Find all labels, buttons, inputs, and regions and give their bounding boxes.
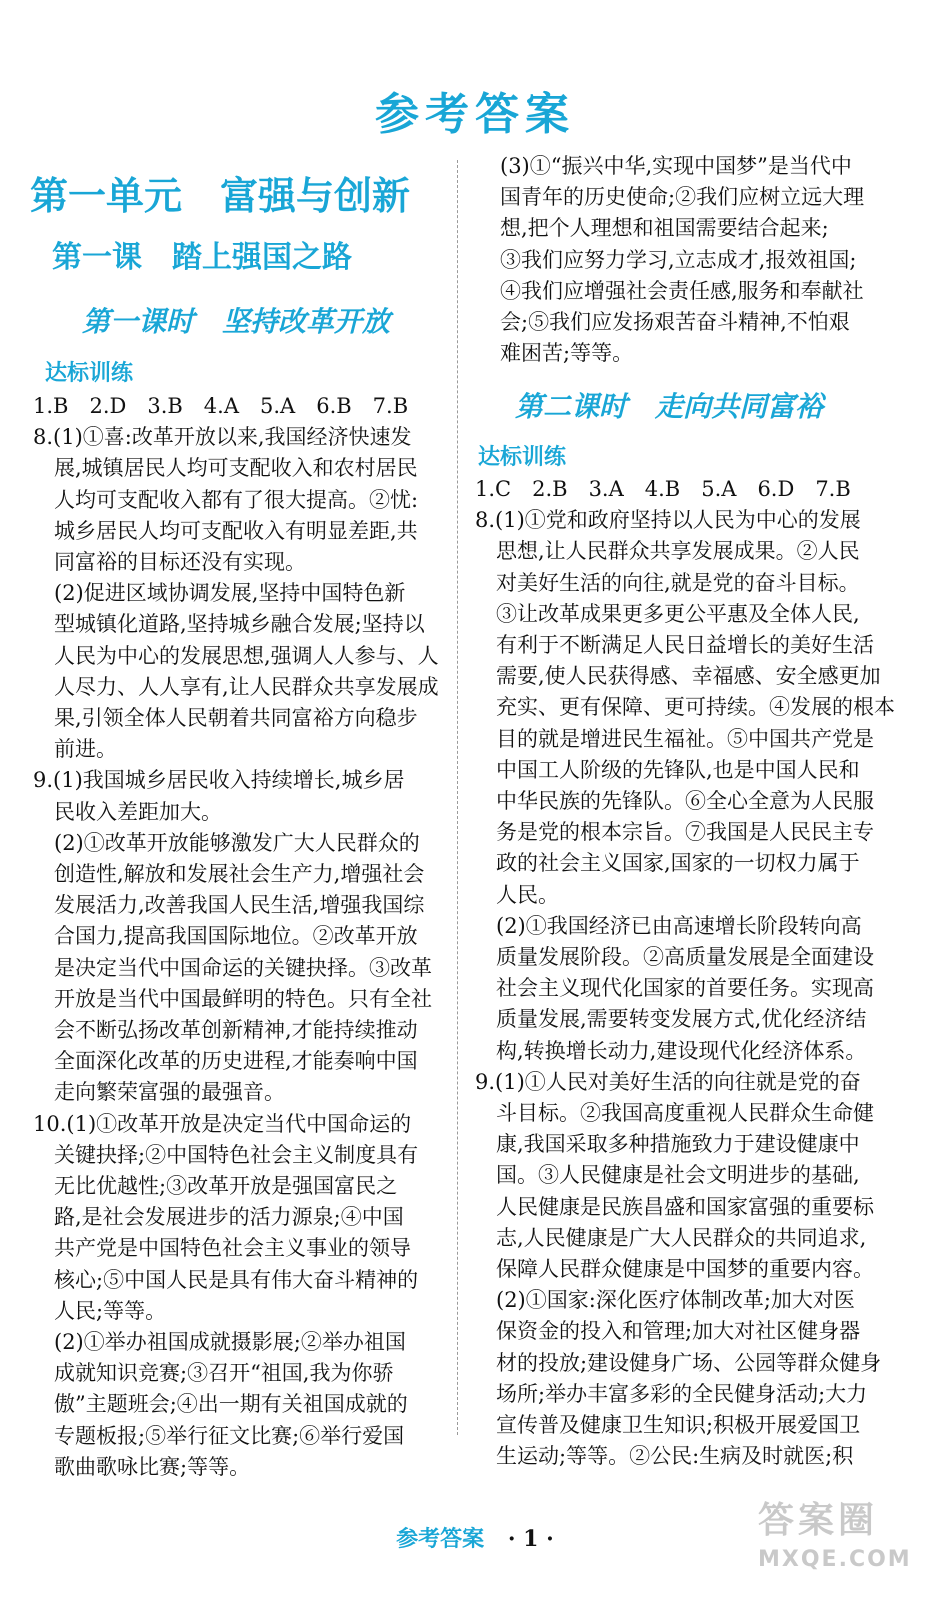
footer-label: 参考答案 bbox=[396, 1526, 485, 1552]
answer-line: 10.(1)①改革开放是决定当代中国命运的 bbox=[33, 1111, 412, 1136]
answer-line: 城乡居民人均可支配收入有明显差距,共 bbox=[33, 518, 418, 543]
answer-line: 志,人民健康是广大人民群众的共同追求, bbox=[475, 1225, 867, 1250]
answer-line: 中华民族的先锋队。⑥全心全意为人民服 bbox=[475, 789, 874, 813]
answer-line: 政的社会主义国家,国家的一切权力属于 bbox=[475, 851, 860, 876]
watermark-text: 答案圈 bbox=[758, 1500, 879, 1541]
answer-line: (2)①国家:深化医疗体制改革;加大对医 bbox=[475, 1288, 855, 1313]
answer-line: 质量发展阶段。②高质量发展是全面建设 bbox=[475, 945, 874, 969]
answer-line: 走向繁荣富强的最强音。 bbox=[33, 1080, 285, 1105]
answer-line: 想,把个人理想和祖国需要结合起来; bbox=[500, 216, 829, 241]
answer-line: 共产党是中国特色社会主义事业的领导 bbox=[33, 1236, 411, 1261]
answer-line: 歌曲歌咏比赛;等等。 bbox=[33, 1454, 251, 1479]
answer-line: 保障人民群众健康是中国梦的重要内容。 bbox=[475, 1257, 874, 1281]
answer-line: 型城镇化道路,坚持城乡融合发展;坚持以 bbox=[33, 612, 425, 637]
answer-line: 关键抉择;②中国特色社会主义制度具有 bbox=[33, 1142, 419, 1167]
answer-line: 展,城镇居民人均可支配收入和农村居民 bbox=[33, 456, 418, 481]
answer-line: 场所;举办丰富多彩的全民健身活动;大力 bbox=[475, 1381, 868, 1406]
answer-line: 质量发展,需要转变发展方式,优化经济结 bbox=[475, 1007, 867, 1032]
answer-line: 人民健康是民族昌盛和国家富强的重要标 bbox=[475, 1194, 874, 1219]
answer-line: ③我们应努力学习,立志成才,报效祖国; bbox=[500, 247, 857, 272]
answer-line: 民收入差距加大。 bbox=[33, 799, 222, 824]
answer-line: 宣传普及健康卫生知识;积极开展爱国卫 bbox=[475, 1413, 861, 1437]
answer-line: 充实、更有保障、更可持续。④发展的根本 bbox=[475, 695, 895, 720]
answer-line: 创造性,解放和发展社会生产力,增强社会 bbox=[33, 862, 425, 886]
answer-line: 无比优越性;③改革开放是强国富民之 bbox=[33, 1174, 398, 1198]
answer-line: 难困苦;等等。 bbox=[500, 341, 634, 366]
answer-line: 人均可支配收入都有了很大提高。②忧: bbox=[33, 487, 419, 512]
answer-line: ④我们应增强社会责任感,服务和奉献社 bbox=[500, 278, 864, 303]
answer-line: 人尽力、人人享有,让人民群众共享发展成 bbox=[33, 674, 439, 699]
answer-line: 成就知识竞赛;③召开“祖国,我为你骄 bbox=[33, 1361, 394, 1386]
answer-line: 目的就是增进民生福祉。⑤中国共产党是 bbox=[475, 726, 874, 751]
answer-line: 对美好生活的向往,就是党的奋斗目标。 bbox=[475, 570, 860, 595]
page-title: 参考答案 bbox=[375, 89, 575, 140]
section-heading-left: 达标训练 bbox=[45, 360, 134, 386]
watermark-logo bbox=[758, 1492, 928, 1592]
answer-line: 材的投放;建设健身广场、公园等群众健身 bbox=[475, 1350, 882, 1375]
lesson-heading: 第一课 踏上强国之路 bbox=[52, 240, 352, 275]
answer-line: 同富裕的目标还没有实现。 bbox=[33, 550, 306, 574]
answer-line: 需要,使人民获得感、幸福感、安全感更加 bbox=[475, 664, 881, 689]
answer-line: ③让改革成果更多更公平惠及全体人民, bbox=[475, 601, 860, 626]
unit-heading: 第一单元 富强与创新 bbox=[30, 173, 411, 218]
answer-line: 全面深化改革的历史进程,才能奏响中国 bbox=[33, 1049, 418, 1074]
answer-line: 思想,让人民群众共享发展成果。②人民 bbox=[475, 539, 860, 564]
answer-line: 9.(1)①人民对美好生活的向往就是党的奋 bbox=[475, 1069, 861, 1094]
answer-line: 发展活力,改善我国人民生活,增强我国综 bbox=[33, 893, 425, 918]
answer-line: 人民为中心的发展思想,强调人人参与、人 bbox=[33, 643, 439, 668]
answer-line: 8.(1)①党和政府坚持以人民为中心的发展 bbox=[475, 508, 861, 533]
answer-line: 有利于不断满足人民日益增长的美好生活 bbox=[475, 633, 874, 657]
answer-line: 1.C 2.B 3.A 4.B 5.A 6.D 7.B bbox=[475, 477, 851, 501]
answer-line: 人民。 bbox=[475, 882, 559, 907]
answer-line: 专题板报;⑤举行征文比赛;⑥举行爱国 bbox=[33, 1423, 405, 1448]
answer-line: 务是党的根本宗旨。⑦我国是人民民主专 bbox=[475, 820, 874, 845]
period-heading-left: 第一课时 坚持改革开放 bbox=[82, 305, 391, 338]
answer-line: 1.B 2.D 3.B 4.A 5.A 6.B 7.B bbox=[33, 394, 409, 418]
answer-line: 生运动;等等。②公民:生病及时就医;积 bbox=[475, 1444, 854, 1469]
answer-line: 构,转换增长动力,建设现代化经济体系。 bbox=[475, 1038, 867, 1063]
answer-line: (3)①“振兴中华,实现中国梦”是当代中 bbox=[500, 154, 852, 178]
answer-line: 会不断弘扬改革创新精神,才能持续推动 bbox=[33, 1018, 418, 1042]
answer-line: 社会主义现代化国家的首要任务。实现高 bbox=[475, 976, 874, 1001]
answer-line: (2)①改革开放能够激发广大人民群众的 bbox=[33, 830, 420, 855]
answer-line: 路,是社会发展进步的活力源泉;④中国 bbox=[33, 1205, 404, 1230]
answer-line: 傲”主题班会;④出一期有关祖国成就的 bbox=[33, 1392, 408, 1417]
watermark-url: MXQE.COM bbox=[758, 1547, 912, 1572]
answer-line: 保资金的投入和管理;加大对社区健身器 bbox=[475, 1319, 861, 1344]
answer-line: 前进。 bbox=[33, 737, 117, 762]
answer-line: (2)促进区域协调发展,坚持中国特色新 bbox=[33, 581, 406, 606]
answer-line: 国。③人民健康是社会文明进步的基础, bbox=[475, 1163, 860, 1188]
answer-line: (2)①举办祖国成就摄影展;②举办祖国 bbox=[33, 1330, 406, 1354]
answer-line: 9.(1)我国城乡居民收入持续增长,城乡居 bbox=[33, 768, 405, 793]
column-divider bbox=[457, 160, 458, 1435]
answer-line: 康,我国采取多种措施致力于建设健康中 bbox=[475, 1132, 860, 1157]
answer-line: 核心;⑤中国人民是具有伟大奋斗精神的 bbox=[33, 1267, 419, 1292]
answer-line: 斗目标。②我国高度重视人民群众生命健 bbox=[475, 1101, 874, 1125]
page-number: · 1 · bbox=[507, 1526, 554, 1552]
answer-line: 会;⑤我们应发扬艰苦奋斗精神,不怕艰 bbox=[500, 310, 850, 334]
section-heading-right: 达标训练 bbox=[478, 444, 567, 470]
answer-line: 合国力,提高我国国际地位。②改革开放 bbox=[33, 924, 418, 949]
answer-line: 人民;等等。 bbox=[33, 1298, 167, 1323]
answer-line: 开放是当代中国最鲜明的特色。只有全社 bbox=[33, 986, 432, 1011]
answer-line: 是决定当代中国命运的关键抉择。③改革 bbox=[33, 955, 432, 980]
answer-line: 国青年的历史使命;②我们应树立远大理 bbox=[500, 185, 865, 210]
answer-line: 果,引领全体人民朝着共同富裕方向稳步 bbox=[33, 706, 418, 730]
period-heading-right: 第二课时 走向共同富裕 bbox=[515, 390, 824, 423]
answer-line: (2)①我国经济已由高速增长阶段转向高 bbox=[475, 913, 862, 938]
answer-line: 中国工人阶级的先锋队,也是中国人民和 bbox=[475, 757, 860, 782]
answer-line: 8.(1)①喜:改革开放以来,我国经济快速发 bbox=[33, 425, 412, 450]
